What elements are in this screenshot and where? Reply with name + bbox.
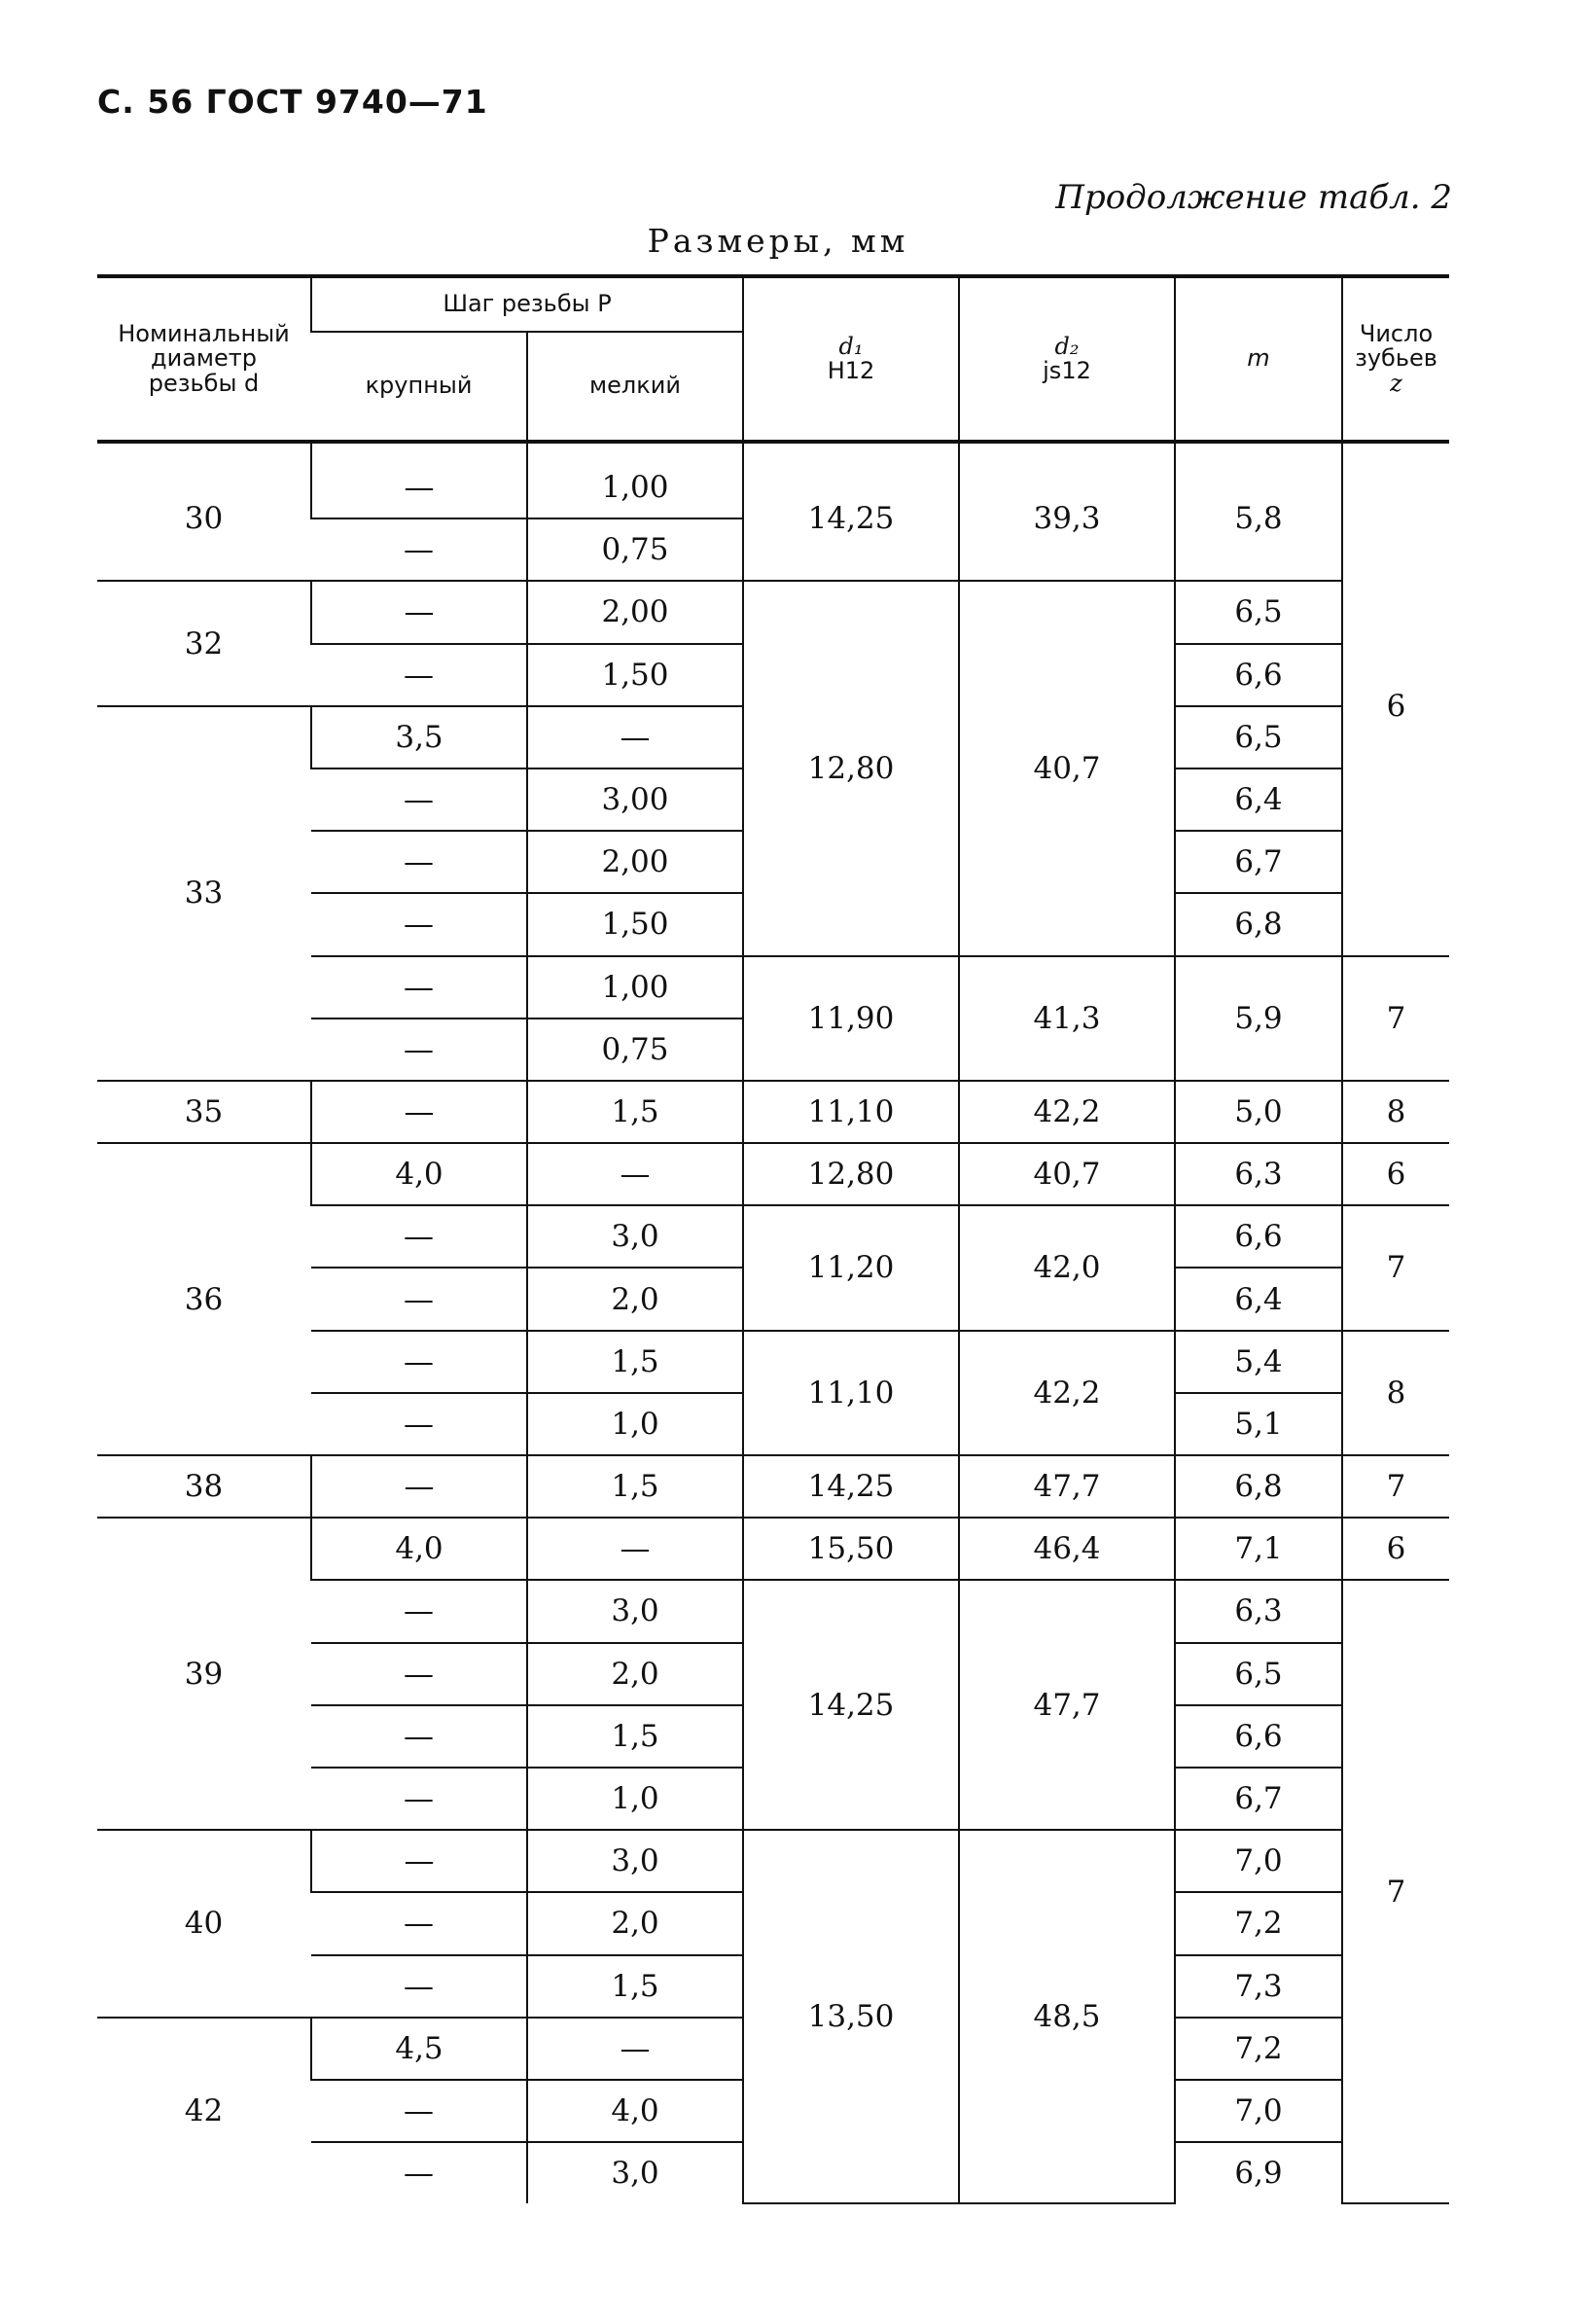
cell-m: 6,7 (1175, 1768, 1342, 1830)
cell-pitch-coarse: — (311, 1393, 527, 1455)
header-teeth-count (1342, 276, 1449, 442)
cell-m: 6,8 (1175, 893, 1342, 955)
cell-pitch-fine: 3,00 (527, 768, 743, 831)
cell-m: 7,2 (1175, 1892, 1342, 1954)
cell-pitch-fine: 1,0 (527, 1768, 743, 1830)
header-pitch-fine: мелкий (527, 332, 743, 442)
cell-d1: 15,50 (743, 1518, 959, 1580)
cell-pitch-fine: 1,00 (527, 956, 743, 1019)
cell-m: 6,7 (1175, 831, 1342, 893)
cell-pitch-coarse: 4,0 (311, 1143, 527, 1205)
cell-teeth-count: 7 (1342, 956, 1449, 1081)
cell-pitch-fine: — (527, 1518, 743, 1580)
cell-d2: 47,7 (959, 1455, 1175, 1518)
cell-pitch-fine: 1,5 (527, 1331, 743, 1393)
header-nominal-line: резьбы d (148, 369, 260, 397)
header-d2-symbol: d₂ (1054, 332, 1080, 360)
cell-d2: 48,5 (959, 1830, 1175, 2203)
cell-m: 5,9 (1175, 956, 1342, 1081)
units-caption: Размеры, мм (647, 222, 909, 260)
cell-m: 6,4 (1175, 1268, 1342, 1330)
cell-pitch-fine: 0,75 (527, 1019, 743, 1081)
cell-m: 6,6 (1175, 644, 1342, 706)
cell-nominal-diameter: 36 (97, 1143, 311, 1455)
cell-pitch-fine: — (527, 1143, 743, 1205)
cell-pitch-fine: 3,0 (527, 1205, 743, 1268)
cell-pitch-fine: 3,0 (527, 1830, 743, 1892)
cell-teeth-count: 7 (1342, 1205, 1449, 1330)
cell-m: 6,8 (1175, 1455, 1342, 1518)
table-row (97, 1081, 1449, 1143)
table-row (97, 1518, 1449, 1580)
cell-d1: 12,80 (743, 1143, 959, 1205)
cell-nominal-diameter: 39 (97, 1518, 311, 1830)
cell-nominal-diameter: 35 (97, 1081, 311, 1143)
cell-pitch-coarse: 4,0 (311, 1518, 527, 1580)
cell-d2: 41,3 (959, 956, 1175, 1081)
cell-m: 5,8 (1175, 442, 1342, 581)
cell-d2: 40,7 (959, 1143, 1175, 1205)
cell-d2: 42,0 (959, 1205, 1175, 1330)
cell-pitch-coarse: — (404, 2156, 434, 2192)
cell-pitch-coarse: 4,5 (311, 2018, 527, 2080)
cell-teeth-count: 7 (1342, 1580, 1449, 2203)
cell-pitch-coarse: 3,5 (311, 706, 527, 768)
cell-nominal-diameter: 40 (97, 1830, 311, 2018)
cell-pitch-fine: — (527, 706, 743, 768)
cell-teeth-count: 7 (1342, 1455, 1449, 1518)
cell-d1: 14,25 (743, 1580, 959, 1830)
cell-m: 6,3 (1175, 1580, 1342, 1642)
cell-pitch-fine: 2,0 (527, 1643, 743, 1705)
cell-m: 6,6 (1175, 1205, 1342, 1268)
cell-pitch-coarse: — (311, 1268, 527, 1330)
cell-pitch-fine: 2,0 (527, 1268, 743, 1330)
cell-m: 7,3 (1175, 1955, 1342, 2018)
cell-m: 5,0 (1175, 1081, 1342, 1143)
cell-pitch-fine: 4,0 (527, 2080, 743, 2142)
cell-pitch-coarse: — (311, 1019, 527, 1081)
cell-teeth-count: 6 (1342, 442, 1449, 956)
cell-m: 6,3 (1175, 1143, 1342, 1205)
cell-m: 6,5 (1175, 1643, 1342, 1705)
header-nominal-line: Номинальный (118, 320, 290, 348)
header-d2-tolerance: js12 (1043, 357, 1091, 384)
cell-pitch-coarse: — (311, 518, 527, 581)
cell-pitch-coarse: — (311, 956, 527, 1019)
header-thread-pitch: Шаг резьбы P (311, 276, 743, 332)
cell-pitch-fine: 2,0 (527, 1892, 743, 1954)
cell-pitch-fine: 2,00 (527, 831, 743, 893)
cell-m: 6,9 (1175, 2142, 1342, 2203)
header-nominal-line: диаметр (151, 344, 257, 373)
cell-d1: 11,10 (743, 1331, 959, 1455)
cell-nominal-diameter: 38 (97, 1455, 311, 1518)
cell-m: 6,5 (1175, 706, 1342, 768)
cell-pitch-coarse: — (311, 831, 527, 893)
cell-m: 6,4 (1175, 768, 1342, 831)
cell-m: 7,0 (1175, 2080, 1342, 2142)
cell-pitch-coarse: — (311, 1580, 527, 1642)
cell-m: 6,5 (1175, 581, 1342, 643)
page-reference: С. 56 ГОСТ 9740—71 (97, 83, 488, 121)
header-teeth-line: Число (1359, 320, 1434, 348)
cell-pitch-fine: 1,50 (527, 893, 743, 955)
table-row (97, 1830, 1449, 1892)
cell-pitch-coarse: — (311, 1955, 527, 2018)
cell-pitch-coarse: — (311, 1830, 527, 1892)
cell-pitch-coarse: — (311, 893, 527, 955)
table-row (97, 1143, 1449, 1205)
table-row (97, 581, 1449, 643)
cell-pitch-fine: 1,5 (527, 1705, 743, 1768)
cell-pitch-fine: — (527, 2018, 743, 2080)
cell-pitch-coarse: — (311, 1205, 527, 1268)
cell-pitch-coarse: — (311, 1892, 527, 1954)
cell-pitch-fine: 3,0 (527, 2142, 743, 2203)
cell-nominal-diameter: 42 (184, 2092, 224, 2128)
cell-pitch-coarse: — (311, 1331, 527, 1393)
cell-nominal-diameter: 30 (97, 442, 311, 581)
header-d1 (743, 276, 959, 442)
cell-teeth-count: 8 (1342, 1331, 1449, 1455)
cell-pitch-coarse: — (311, 1455, 527, 1518)
cell-pitch-coarse: — (311, 644, 527, 706)
cell-d1: 12,80 (743, 581, 959, 955)
cell-d1: 13,50 (743, 1830, 959, 2203)
cell-d1: 14,25 (743, 442, 959, 581)
cell-d2: 47,7 (959, 1580, 1175, 1830)
cell-nominal-diameter: 33 (97, 706, 311, 1081)
header-nominal-diameter (97, 276, 311, 442)
thread-dimensions-table (97, 274, 1449, 2204)
header-teeth-symbol: z (1390, 369, 1402, 397)
header-d1-tolerance: H12 (827, 357, 875, 384)
cell-pitch-fine: 1,5 (527, 1955, 743, 2018)
cell-d2: 40,7 (959, 581, 1175, 955)
cell-nominal-diameter: 32 (97, 581, 311, 705)
cell-m: 7,0 (1175, 1830, 1342, 1892)
header-pitch-coarse: крупный (311, 332, 527, 442)
cell-teeth-count: 6 (1342, 1518, 1449, 1580)
cell-d2: 42,2 (959, 1331, 1175, 1455)
cell-pitch-fine: 1,0 (527, 1393, 743, 1455)
cell-pitch-coarse: — (311, 1768, 527, 1830)
header-m: m (1175, 276, 1342, 442)
cell-pitch-fine: 1,5 (527, 1455, 743, 1518)
cell-pitch-fine: 2,00 (527, 581, 743, 643)
cell-d2: 42,2 (959, 1081, 1175, 1143)
cell-pitch-fine: 1,5 (527, 1081, 743, 1143)
cell-pitch-fine: 0,75 (527, 518, 743, 581)
cell-pitch-coarse: — (311, 1081, 527, 1143)
cell-pitch-coarse: — (311, 1643, 527, 1705)
header-teeth-line: зубьев (1355, 344, 1437, 373)
cell-teeth-count: 6 (1342, 1143, 1449, 1205)
cell-d2: 39,3 (959, 442, 1175, 581)
cell-d2: 46,4 (959, 1518, 1175, 1580)
cell-d1: 11,90 (743, 956, 959, 1081)
cell-pitch-coarse: — (311, 442, 527, 518)
cell-m: 6,6 (1175, 1705, 1342, 1768)
table-row (97, 1455, 1449, 1518)
cell-m: 5,4 (1175, 1331, 1342, 1393)
cell-d1: 14,25 (743, 1455, 959, 1518)
cell-m: 7,1 (1175, 1518, 1342, 1580)
cell-pitch-fine: 1,50 (527, 644, 743, 706)
cell-d1: 11,20 (743, 1205, 959, 1330)
cell-teeth-count: 8 (1342, 1081, 1449, 1143)
cell-m: 5,1 (1175, 1393, 1342, 1455)
header-d1-symbol: d₁ (838, 332, 864, 360)
cell-pitch-fine: 1,00 (527, 442, 743, 518)
header-d2 (959, 276, 1175, 442)
cell-d1: 11,10 (743, 1081, 959, 1143)
table-continuation-label: Продолжение табл. 2 (1055, 178, 1452, 217)
cell-m: 7,2 (1175, 2018, 1342, 2080)
cell-pitch-coarse: — (311, 581, 527, 643)
cell-pitch-coarse: — (311, 2080, 527, 2142)
cell-pitch-coarse: — (311, 768, 527, 831)
cell-pitch-fine: 3,0 (527, 1580, 743, 1642)
cell-pitch-coarse: — (311, 1705, 527, 1768)
table-row (97, 442, 1449, 518)
